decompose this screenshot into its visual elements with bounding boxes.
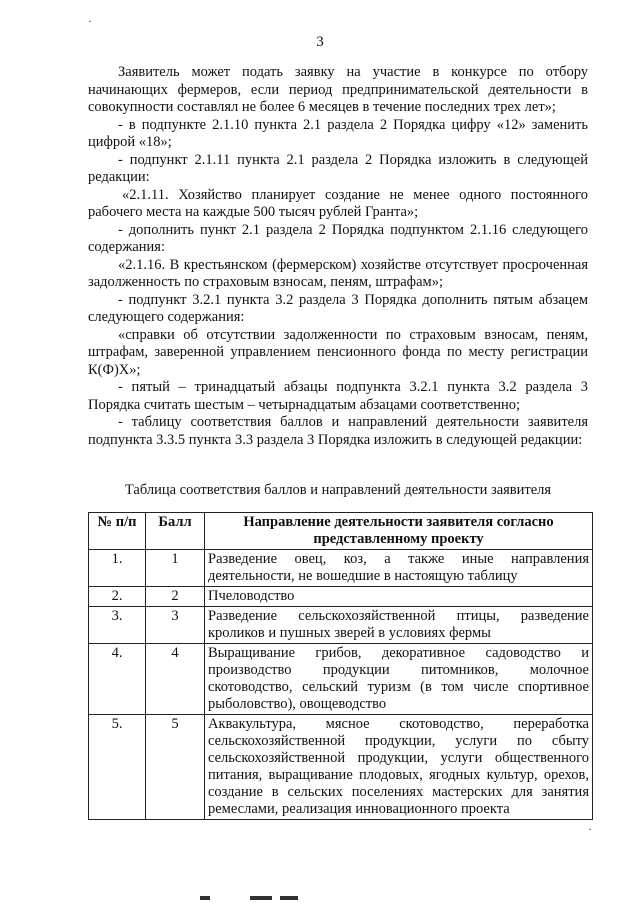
table-row — [89, 644, 593, 715]
table-caption: Таблица соответствия баллов и направлений деятельности заявителя — [124, 482, 552, 498]
cell-direction: Пчеловодство — [205, 587, 593, 607]
paragraph: «справки об отсутствии задолженности по страховым взносам, пеням, штрафам, заверенной управлением пенсионного фонда по месту регистрации К(Ф)Х»; — [88, 326, 588, 378]
cell-direction: Аквакультура, мясное скотоводство, переработка сельскохозяйственной продукции, услуги по сбыту сельскохозяйственной продукции, услуги общественного питания, выращивание плодовых, ягодных культур, орехов, создание в сельских поселениях мастерских для занятия ремеслами, реализация инновационного проекта — [205, 715, 593, 820]
cell-score: 3 — [146, 607, 205, 644]
paragraph: - пятый – тринадцатый абзацы подпункта 3.2.1 пункта 3.2 раздела 3 Порядка считать шестым – четырнадцатым абзацами соответственно; — [88, 379, 588, 413]
paragraph: - дополнить пункт 2.1 раздела 2 Порядка подпунктом 2.1.16 следующего содержания: — [88, 221, 588, 255]
cell-score: 4 — [146, 644, 205, 715]
cell-score: 5 — [146, 715, 205, 820]
cell-score: 1 — [146, 550, 205, 587]
paragraph: Заявитель может подать заявку на участие в конкурсе по отбору начинающих фермеров, если период предпринимательской деятельности в совокупности составлял не более 6 месяцев в течение последних трех лет»; — [88, 64, 588, 115]
scores-table — [88, 512, 593, 820]
table-row — [89, 550, 593, 587]
cell-number: 5. — [89, 715, 146, 820]
body-text — [88, 64, 588, 449]
paragraph: «2.1.11. Хозяйство планирует создание не менее одного постоянного рабочего места на каждые 500 тысяч рублей Гранта»; — [88, 186, 588, 220]
column-header-score: Балл — [146, 513, 205, 550]
page-number: 3 — [316, 34, 324, 50]
table-header-row — [89, 513, 593, 550]
cell-score: 2 — [146, 587, 205, 607]
table-row — [89, 715, 593, 820]
paragraph: - подпункт 3.2.1 пункта 3.2 раздела 3 Порядка дополнить пятым абзацем следующего содержания: — [88, 291, 588, 325]
cell-number: 1. — [89, 550, 146, 587]
cell-number: 2. — [89, 587, 146, 607]
cell-direction: Разведение овец, коз, а также иные направления деятельности, не вошедшие в настоящую таблицу — [205, 550, 593, 587]
paragraph: - в подпункте 2.1.10 пункта 2.1 раздела 2 Порядка цифру «12» заменить цифрой «18»; — [88, 116, 588, 150]
column-header-direction: Направление деятельности заявителя согласно представленному проекту — [205, 513, 593, 550]
table-row — [89, 607, 593, 644]
cell-number: 3. — [89, 607, 146, 644]
scan-speck: · — [88, 14, 92, 28]
cell-direction: Выращивание грибов, декоративное садоводство и производство продукции питомников, молочное скотоводство, сельский туризм (в том числе спортивное рыболовство), овощеводство — [205, 644, 593, 715]
paragraph: - таблицу соответствия баллов и направлений деятельности заявителя подпункта 3.3.5 пункта 3.3 раздела 3 Порядка изложить в следующей редакции: — [88, 414, 588, 448]
table-row — [89, 587, 593, 607]
column-header-number: № п/п — [89, 513, 146, 550]
paragraph: «2.1.16. В крестьянском (фермерском) хозяйстве отсутствует просроченная задолженность по страховым взносам, пеням, штрафам»; — [88, 256, 588, 290]
cell-direction: Разведение сельскохозяйственной птицы, разведение кроликов и пушных зверей в условиях фермы — [205, 607, 593, 644]
cell-number: 4. — [89, 644, 146, 715]
cropped-next-line-fragment — [200, 896, 400, 902]
scan-speck: · — [588, 822, 592, 836]
paragraph: - подпункт 2.1.11 пункта 2.1 раздела 2 Порядка изложить в следующей редакции: — [88, 151, 588, 185]
